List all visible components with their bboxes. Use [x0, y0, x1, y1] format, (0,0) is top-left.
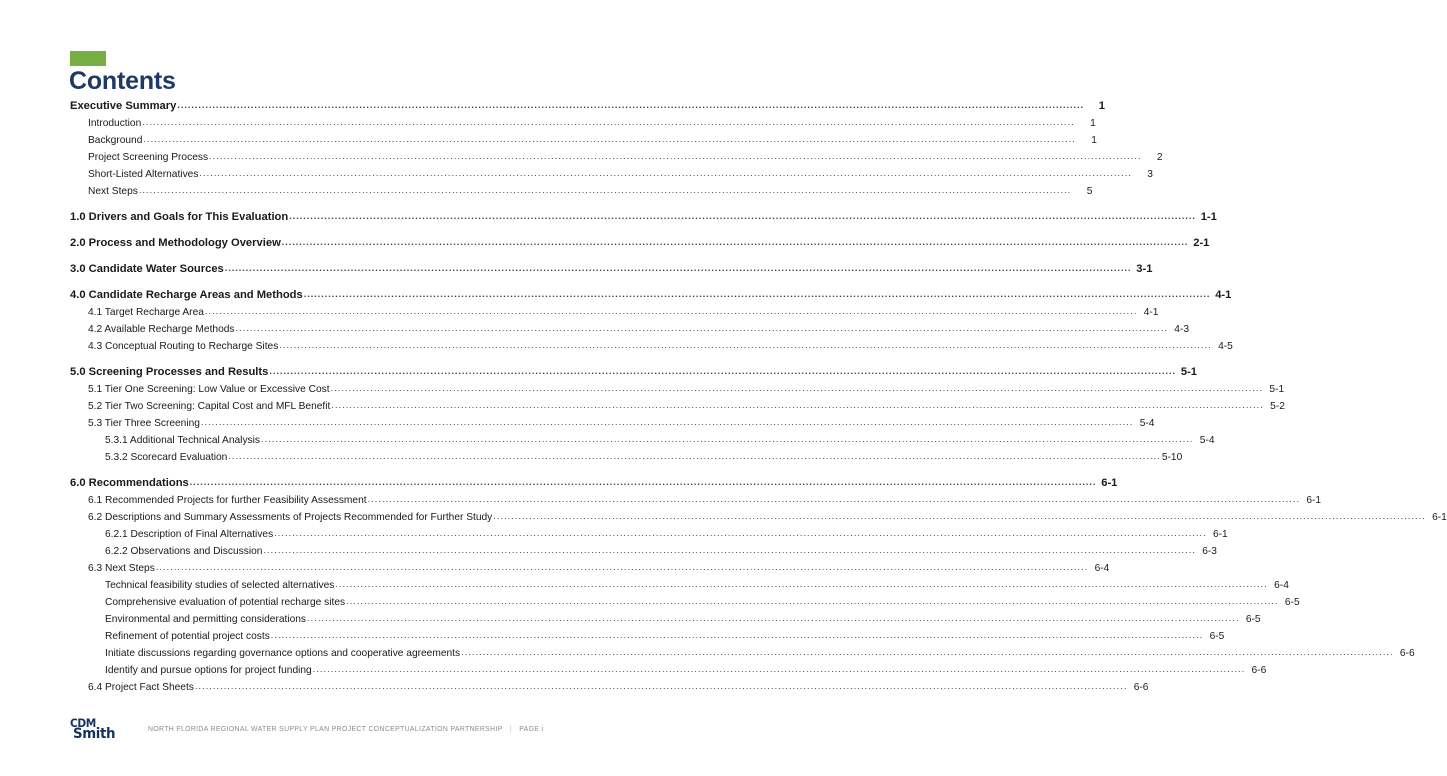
toc-entry-label: Comprehensive evaluation of potential recharge sites	[105, 597, 346, 608]
toc-entry[interactable]	[70, 285, 1232, 301]
toc-entry[interactable]	[88, 378, 1285, 395]
toc-entry-page-number: 5	[1086, 186, 1093, 197]
toc-entry[interactable]	[88, 180, 1093, 197]
toc-entry-page-number: 5-1	[1180, 366, 1198, 378]
toc-entry-page-number: 1-1	[1200, 211, 1217, 223]
toc-entry-page-number: 6-5	[1284, 597, 1300, 608]
toc-entry[interactable]	[70, 96, 1105, 112]
toc-entry-label: Identify and pursue options for project funding	[105, 665, 312, 676]
toc-entry-label: Initiate discussions regarding governance options and cooperative agreements	[105, 648, 461, 659]
toc-leader-dots: ...................................................................................................................................................................................................................................................................	[289, 211, 1196, 221]
toc-entry-page-number: 6-1	[1306, 495, 1322, 506]
toc-entry-label: 5.3 Tier Three Screening	[88, 418, 200, 429]
toc-entry-page-number: 1	[1091, 135, 1097, 146]
toc-entry-page-number: 6-1	[1212, 529, 1228, 540]
toc-entry[interactable]	[70, 233, 1210, 249]
toc-leader-dots: ...................................................................................................................................................................................................................................................................	[330, 383, 1264, 393]
toc-entry[interactable]	[88, 129, 1097, 146]
toc-entry[interactable]	[88, 395, 1285, 412]
toc-entry-page-number: 6-4	[1094, 563, 1110, 574]
toc-leader-dots: ...................................................................................................................................................................................................................................................................	[307, 613, 1240, 623]
toc-entry-label: 4.0 Candidate Recharge Areas and Methods	[70, 289, 303, 301]
toc-entry-page-number: 4-1	[1143, 307, 1159, 318]
toc-leader-dots: ...................................................................................................................................................................................................................................................................	[270, 630, 1204, 640]
toc-leader-dots: ...................................................................................................................................................................................................................................................................	[261, 434, 1194, 444]
toc-leader-dots: ...................................................................................................................................................................................................................................................................	[142, 117, 1075, 127]
toc-leader-dots: ...................................................................................................................................................................................................................................................................	[143, 134, 1076, 144]
toc-entry-page-number: 5-1	[1269, 384, 1285, 395]
toc-entry-label: 6.1 Recommended Projects for further Feasibility Assessment	[88, 495, 367, 506]
toc-leader-dots: ...................................................................................................................................................................................................................................................................	[209, 151, 1142, 161]
toc-leader-dots: ...................................................................................................................................................................................................................................................................	[204, 306, 1138, 316]
toc-entry-page-number: 6-5	[1209, 631, 1225, 642]
toc-entry-page-number: 5-2	[1270, 401, 1285, 412]
toc-leader-dots: ...................................................................................................................................................................................................................................................................	[303, 289, 1211, 299]
toc-entry[interactable]	[88, 489, 1322, 506]
toc-entry-page-number: 5-4	[1199, 435, 1215, 446]
toc-leader-dots: ...................................................................................................................................................................................................................................................................	[235, 323, 1169, 333]
toc-entry-label: 1.0 Drivers and Goals for This Evaluation	[70, 211, 289, 223]
toc-entry-label: 6.2.2 Observations and Discussion	[105, 546, 263, 557]
toc-entry-page-number: 5-4	[1139, 418, 1155, 429]
toc-leader-dots: ...................................................................................................................................................................................................................................................................	[331, 400, 1264, 410]
toc-leader-dots: ...................................................................................................................................................................................................................................................................	[346, 596, 1279, 606]
toc-entry-label: Next Steps	[88, 186, 138, 197]
toc-entry[interactable]	[88, 557, 1110, 574]
toc-entry-page-number: 6-1	[1101, 477, 1118, 489]
toc-entry-label: 6.0 Recommendations	[70, 477, 189, 489]
toc-leader-dots: ...................................................................................................................................................................................................................................................................	[367, 494, 1301, 504]
toc-entry[interactable]	[70, 207, 1217, 223]
toc-entry[interactable]	[88, 412, 1155, 429]
toc-leader-dots: ...................................................................................................................................................................................................................................................................	[177, 100, 1084, 110]
toc-leader-dots: ...................................................................................................................................................................................................................................................................	[274, 528, 1207, 538]
toc-leader-dots: ...................................................................................................................................................................................................................................................................	[279, 340, 1212, 350]
toc-leader-dots: ...................................................................................................................................................................................................................................................................	[199, 168, 1132, 178]
toc-entry[interactable]	[88, 146, 1163, 163]
toc-entry[interactable]	[88, 676, 1149, 693]
toc-entry-label: Background	[88, 135, 143, 146]
toc-entry-label: Short-Listed Alternatives	[88, 169, 199, 180]
toc-leader-dots: ...................................................................................................................................................................................................................................................................	[312, 664, 1246, 674]
page-title: Contents	[69, 67, 176, 95]
toc-entry-label: 6.4 Project Fact Sheets	[88, 682, 194, 693]
toc-entry[interactable]	[105, 659, 1267, 676]
toc-entry-page-number: 2	[1156, 152, 1163, 163]
toc-entry[interactable]	[105, 625, 1225, 642]
footer-text	[148, 726, 543, 733]
toc-entry-label: 5.3.2 Scorecard Evaluation	[105, 452, 228, 463]
toc-entry-page-number: 6-5	[1245, 614, 1261, 625]
toc-entry-label: 4.3 Conceptual Routing to Recharge Sites	[88, 341, 279, 352]
toc-leader-dots: ...................................................................................................................................................................................................................................................................	[228, 451, 1161, 461]
toc-entry-label: Project Screening Process	[88, 152, 209, 163]
toc-entry-page-number: 6-6	[1133, 682, 1149, 693]
toc-entry-page-number: 5-10	[1161, 452, 1183, 463]
toc-entry-label: 4.1 Target Recharge Area	[88, 307, 204, 318]
toc-leader-dots: ...................................................................................................................................................................................................................................................................	[194, 681, 1128, 691]
toc-entry[interactable]	[70, 259, 1153, 275]
toc-entry-label: Executive Summary	[70, 100, 177, 112]
toc-entry-label: 6.3 Next Steps	[88, 563, 155, 574]
toc-entry-label: 5.3.1 Additional Technical Analysis	[105, 435, 260, 446]
toc-entry[interactable]	[105, 574, 1289, 591]
toc-entry-page-number: 1	[1098, 100, 1105, 112]
toc-entry[interactable]	[105, 523, 1228, 540]
toc-entry-label: Environmental and permitting considerations	[105, 614, 307, 625]
toc-leader-dots: ...................................................................................................................................................................................................................................................................	[263, 545, 1196, 555]
toc-entry-page-number: 2-1	[1193, 237, 1210, 249]
toc-entry[interactable]	[105, 591, 1300, 608]
toc-entry-page-number: 6-1	[1432, 512, 1447, 523]
toc-entry-page-number: 3-1	[1136, 263, 1153, 275]
toc-entry[interactable]	[88, 301, 1159, 318]
toc-leader-dots: ...................................................................................................................................................................................................................................................................	[189, 477, 1097, 487]
toc-entry[interactable]	[88, 335, 1233, 352]
toc-entry[interactable]	[105, 446, 1183, 463]
toc-leader-dots: ...................................................................................................................................................................................................................................................................	[461, 647, 1394, 657]
toc-entry-label: 4.2 Available Recharge Methods	[88, 324, 235, 335]
footer-page-label: PAGE i	[519, 726, 544, 733]
toc-entry-page-number: 6-6	[1251, 665, 1267, 676]
toc-entry-label: 5.1 Tier One Screening: Low Value or Excessive Cost	[88, 384, 330, 395]
toc-entry-page-number: 6-6	[1399, 648, 1415, 659]
toc-leader-dots: ...................................................................................................................................................................................................................................................................	[335, 579, 1268, 589]
toc-entry[interactable]	[105, 642, 1415, 659]
toc-entry-page-number: 1	[1090, 118, 1096, 129]
toc-leader-dots: ...................................................................................................................................................................................................................................................................	[200, 417, 1134, 427]
cdm-smith-logo	[70, 718, 119, 741]
toc-entry[interactable]	[70, 362, 1198, 378]
toc-entry-page-number: 4-5	[1218, 341, 1233, 352]
toc-entry-label: 6.2 Descriptions and Summary Assessments of Projects Recommended for Further Study	[88, 512, 493, 523]
logo-line-2: Smith	[73, 726, 116, 743]
footer-document-title: NORTH FLORIDA REGIONAL WATER SUPPLY PLAN PROJECT CONCEPTUALIZATION PARTNERSHIP	[148, 726, 503, 733]
toc-entry-label: Technical feasibility studies of selected alternatives	[105, 580, 335, 591]
toc-entry-label: 6.2.1 Description of Final Alternatives	[105, 529, 274, 540]
toc-leader-dots: ...................................................................................................................................................................................................................................................................	[224, 263, 1132, 273]
toc-entry[interactable]	[88, 318, 1190, 335]
footer-separator: |	[509, 726, 512, 733]
toc-entry-page-number: 6-3	[1202, 546, 1217, 557]
toc-entry[interactable]	[88, 506, 1447, 523]
toc-leader-dots: ...................................................................................................................................................................................................................................................................	[493, 511, 1426, 521]
toc-leader-dots: ...................................................................................................................................................................................................................................................................	[155, 562, 1089, 572]
toc-entry[interactable]	[88, 163, 1153, 180]
toc-entry-label: 3.0 Candidate Water Sources	[70, 263, 224, 275]
toc-entry[interactable]	[105, 429, 1215, 446]
toc-entry-page-number: 3	[1147, 169, 1153, 180]
toc-entry-page-number: 6-4	[1274, 580, 1289, 591]
toc-entry[interactable]	[105, 608, 1261, 625]
toc-leader-dots: ...................................................................................................................................................................................................................................................................	[269, 366, 1177, 376]
toc-entry[interactable]	[105, 540, 1217, 557]
accent-bar	[70, 51, 106, 66]
logo-line-1: CDM	[70, 716, 96, 730]
toc-leader-dots: ...................................................................................................................................................................................................................................................................	[281, 237, 1189, 247]
toc-leader-dots: ...................................................................................................................................................................................................................................................................	[138, 185, 1072, 195]
toc-entry-label: 5.2 Tier Two Screening: Capital Cost and MFL Benefit	[88, 401, 331, 412]
toc-entry[interactable]	[88, 112, 1096, 129]
toc-entry-page-number: 4-1	[1215, 289, 1232, 301]
page-footer	[0, 715, 600, 755]
toc-entry-label: Refinement of potential project costs	[105, 631, 270, 642]
table-of-contents	[70, 96, 1447, 693]
toc-entry[interactable]	[70, 473, 1118, 489]
toc-entry-label: 5.0 Screening Processes and Results	[70, 366, 269, 378]
toc-entry-label: Introduction	[88, 118, 142, 129]
toc-entry-label: 2.0 Process and Methodology Overview	[70, 237, 281, 249]
toc-entry-page-number: 4-3	[1174, 324, 1190, 335]
